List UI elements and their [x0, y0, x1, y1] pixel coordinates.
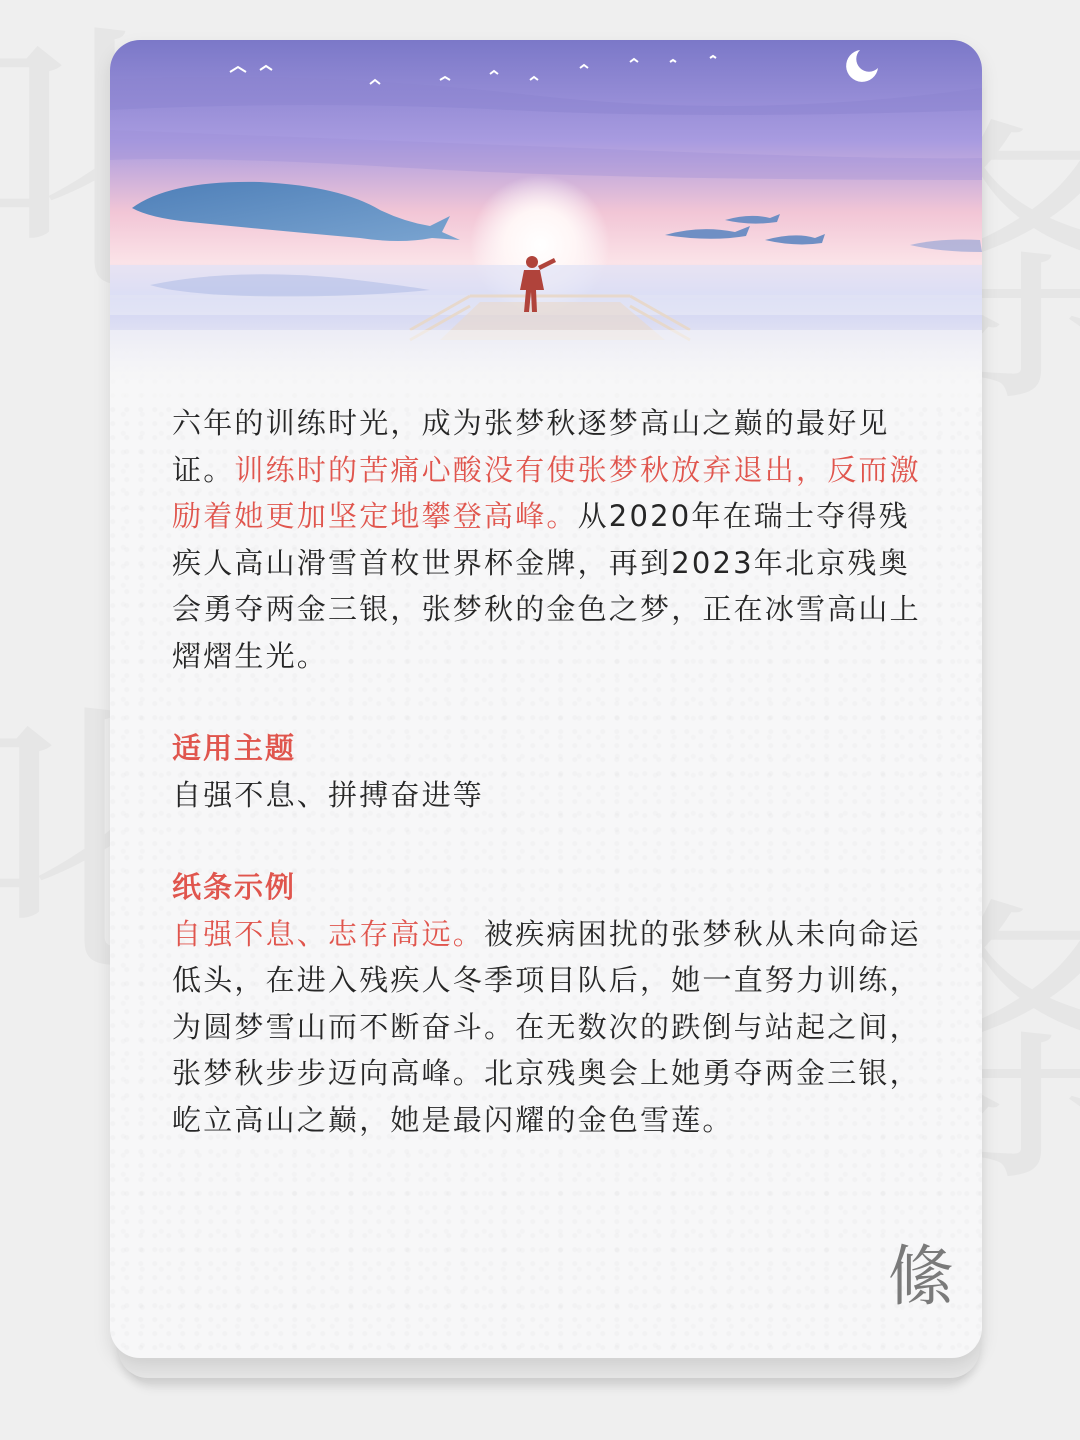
example-highlight: 自强不息、志存高远。	[172, 916, 485, 951]
seal-logo: 絛	[888, 1238, 954, 1315]
example-heading: 纸条示例	[172, 870, 297, 904]
intro-text-continued: 从2020年在瑞士夺得残疾人高山滑雪首枚世界杯金牌，再到2023年北京残奥会勇夺两金三银，张梦秋的金色之梦，正在冰雪高山上熠熠生光。	[172, 499, 921, 673]
header-illustration	[110, 40, 982, 400]
theme-body: 自强不息、拼搏奋进等	[172, 777, 485, 812]
theme-heading: 适用主题	[172, 731, 297, 765]
example-paragraph	[172, 911, 932, 1144]
example-body: 被疾病困扰的张梦秋从未向命运低头，在进入残疾人冬季项目队后，她一直努力训练，为圆梦雪山而不断奋斗。在无数次的跌倒与站起之间，张梦秋步步迈向高峰。北京残奥会上她勇夺两金三银，屹立高山之巅，她是最闪耀的金色雪莲。	[172, 916, 921, 1137]
intro-highlight: 训练时的苦痛心酸没有使张梦秋放弃退出，反而激励着她更加坚定地攀登高峰。	[172, 452, 921, 533]
intro-paragraph	[172, 400, 932, 679]
article-content	[172, 400, 932, 1143]
paper-card	[110, 40, 982, 1358]
intro-text: 六年的训练时光，成为张梦秋逐梦高山之巅的最好见证。	[172, 406, 890, 487]
